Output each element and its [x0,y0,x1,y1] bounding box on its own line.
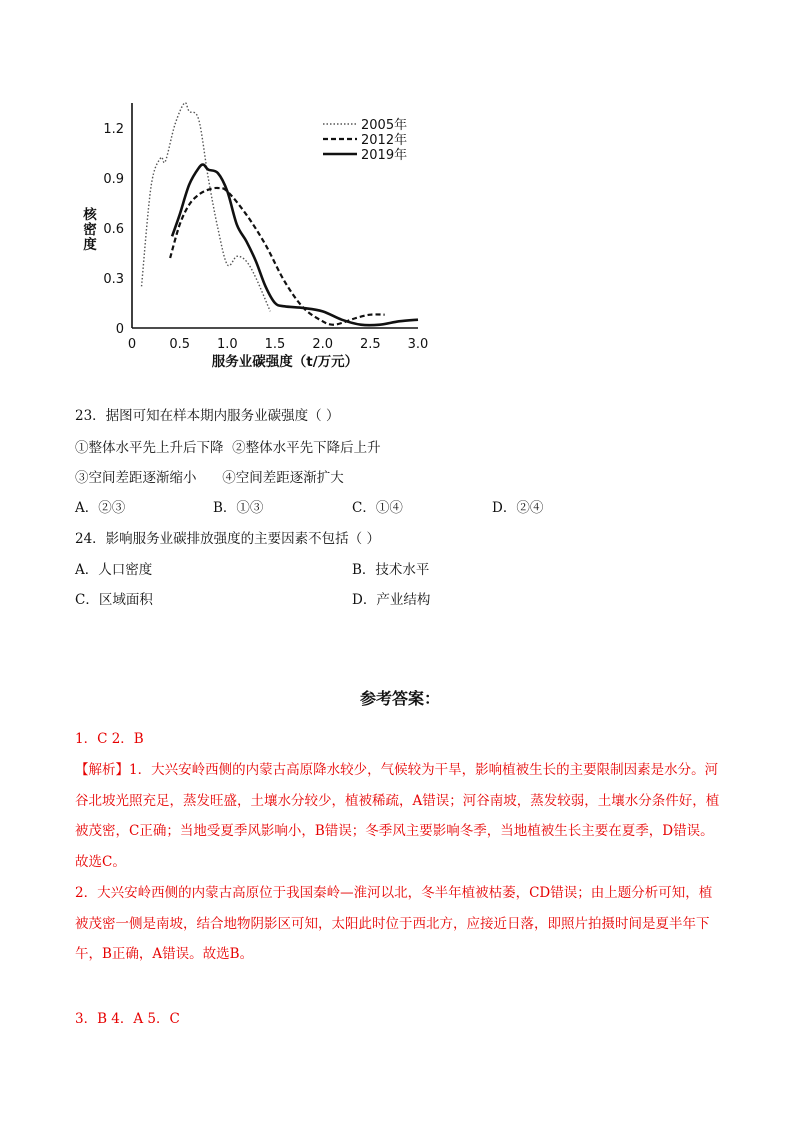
question-23-statements-row2 [75,466,344,486]
q24-option-c[interactable]: C．区域面积 [75,592,153,608]
y-tick-label: 1.2 [103,122,124,137]
analysis-tag: 【解析】 [75,762,129,778]
x-tick-label: 0 [127,337,137,352]
x-tick-label: 0.5 [169,337,191,352]
x-tick-label: 3.0 [407,337,429,352]
y-tick-label: 0.9 [103,172,124,187]
legend-label-2: 2012年 [361,133,408,148]
analysis-1 [75,755,723,877]
analysis-1-text: 1．大兴安岭西侧的内蒙古高原降水较少，气候较为干旱，影响植被生长的主要限制因素是水分。河谷北坡光照充足，蒸发旺盛，土壤水分较少，植被稀疏，A错误；河谷南坡，蒸发较弱，土壤水分条件好，植被茂密，C正确；当地受夏季风影响小，B错误；冬季风主要影响冬季，当地植被生长主要在夏季，D错误。故选C。 [75,762,720,870]
analysis-2: 2．大兴安岭西侧的内蒙古高原位于我国秦岭—淮河以北，冬半年植被枯萎，CD错误；由上题分析可知，植被茂密一侧是南坡，结合地物阴影区可知，太阳此时位于西北方，应接近日落，即照片拍摄时间是夏半年下午，B正确，A错误。故选B。 [75,885,713,962]
legend-label-3: 2019年 [361,148,408,163]
q23-option-c[interactable]: C．①④ [352,500,403,516]
statement-2: ②整体水平先下降后上升 [232,440,381,456]
y-tick-label: 0 [115,322,124,337]
q23-option-a[interactable]: A．②③ [75,500,126,516]
x-tick-label: 1.5 [264,337,286,352]
question-23-stem: 23．据图可知在样本期内服务业碳强度（ ） [75,408,340,424]
y-tick-label: 0.6 [103,222,124,237]
chart-legend [323,117,407,163]
statement-1: ①整体水平先上升后下降 [75,440,224,456]
legend-label-1: 2005年 [361,118,408,133]
q24-option-b[interactable]: B．技术水平 [352,562,430,578]
y-axis-title-char: 核 [83,207,97,223]
q23-option-b[interactable]: B．①③ [213,500,264,516]
answers-title: 参考答案： [359,689,440,708]
question-23-statements-row1 [75,436,381,456]
q23-option-d[interactable]: D．②④ [492,500,544,516]
answer-line-3-5: 3．B 4．A 5．C [75,1011,180,1027]
x-tick-label: 2.0 [312,337,334,352]
x-tick-label: 1.0 [216,337,238,352]
answer-line-1-2: 1．C 2．B [75,731,144,747]
statement-4: ④空间差距逐渐扩大 [222,470,344,486]
statement-3: ③空间差距逐渐缩小 [75,470,197,486]
series-line-1 [142,103,271,312]
q24-option-a[interactable]: A．人口密度 [75,562,153,578]
x-tick-label: 2.5 [359,337,381,352]
y-axis-title-char: 密 [83,222,97,238]
x-axis-title: 服务业碳强度（t/万元） [211,354,359,370]
y-axis-title-char: 度 [83,237,97,253]
y-tick-label: 0.3 [103,272,124,287]
question-24-stem: 24．影响服务业碳排放强度的主要因素不包括（ ） [75,531,380,547]
q24-option-d[interactable]: D．产业结构 [352,592,431,608]
kernel-density-chart [70,95,440,385]
